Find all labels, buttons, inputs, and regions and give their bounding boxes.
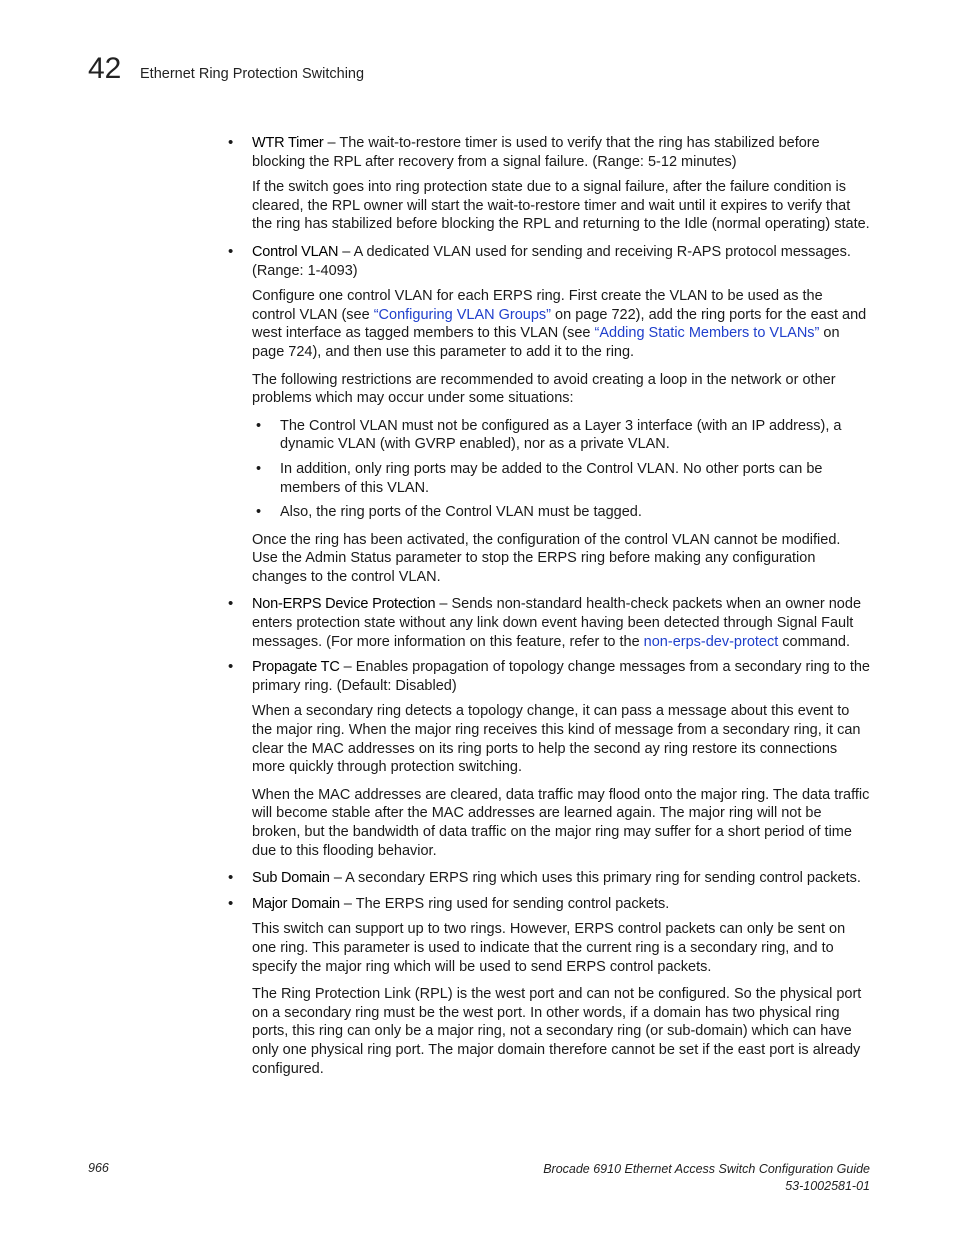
list-item-control-vlan bbox=[228, 243, 870, 280]
link-non-erps-dev-protect[interactable]: non-erps-dev-protect bbox=[643, 633, 779, 650]
description: – The wait-to-restore timer is used to verify that the ring has stabilized before blocking the RPL after recovery from a signal failure. (Range: 5-12 minutes) bbox=[252, 135, 820, 170]
paragraph: This switch can support up to two rings. However, ERPS control packets can only be sent on one ring. This parameter is used to indicate that the current ring is a secondary ring, and to specify the major ring which will be used to send ERPS control packets. bbox=[252, 921, 846, 975]
bullet-icon: • bbox=[256, 460, 262, 477]
description: – Sends non-standard health-check packets when an owner node enters protection state without any link down event having been detected through Signal Fault messages. (For more information on this feature, refer to the bbox=[252, 596, 862, 650]
bullet-icon: • bbox=[256, 504, 262, 521]
term-propagate-tc: Propagate TC bbox=[252, 659, 340, 676]
list-item-sub-domain bbox=[228, 869, 870, 888]
chapter-number: 42 bbox=[88, 52, 122, 85]
sub-list-item bbox=[228, 460, 870, 497]
bullet-icon: • bbox=[228, 894, 234, 912]
paragraph: When a secondary ring detects a topology change, it can pass a message about this event to the major ring. When the major ring receives this kind of message from a secondary ring, it can clear the MAC addresses on its ring ports to help the second ay ring restore its connections more quickly through protection switching. bbox=[252, 703, 861, 776]
bullet-icon: • bbox=[228, 242, 234, 260]
term-non-erps: Non-ERPS Device Protection bbox=[252, 596, 436, 613]
page-content bbox=[228, 134, 870, 1087]
sub-item-text: The Control VLAN must not be configured as a Layer 3 interface (with an IP address), a dynamic VLAN (with GVRP enabled), nor as a private VLAN. bbox=[280, 417, 842, 453]
bullet-icon: • bbox=[228, 134, 234, 151]
page-number: 966 bbox=[88, 1161, 109, 1175]
term-sub-domain: Sub Domain bbox=[252, 870, 330, 887]
description: command. bbox=[778, 633, 850, 650]
sub-list-item bbox=[228, 503, 870, 522]
bullet-icon: • bbox=[256, 417, 262, 434]
doc-number: 53-1002581-01 bbox=[785, 1179, 870, 1193]
text: on page 724), and then use this parameter to add it to the ring. bbox=[252, 325, 840, 360]
paragraph: The following restrictions are recommended to avoid creating a loop in the network or other problems which may occur under some situations: bbox=[252, 371, 836, 407]
list-item-propagate-tc bbox=[228, 658, 870, 695]
text: on page 722), add the ring ports for the east and west interface as tagged members to this VLAN (see bbox=[252, 306, 867, 342]
guide-title: Brocade 6910 Ethernet Access Switch Configuration Guide bbox=[543, 1162, 870, 1176]
paragraph: The Ring Protection Link (RPL) is the west port and can not be configured. So the physical port on a secondary ring must be the west port. In other words, if a domain has two physical ring ports, this ring can only be a major ring, not a secondary ring (or sub-domain) which can have only one physical ring port. The major domain therefore cannot be set if the east port is already configured. bbox=[252, 986, 862, 1077]
link-adding-static-members[interactable]: “Adding Static Members to VLANs” bbox=[594, 325, 820, 342]
paragraph: When the MAC addresses are cleared, data traffic may flood onto the major ring. The data traffic will become stable after the MAC addresses are learned again. The major ring will not be broken, but the bandwidth of data traffic on the major ring may suffer for a short period of time due to this flooding behavior. bbox=[252, 786, 870, 859]
term-major-domain: Major Domain bbox=[252, 895, 340, 912]
term-wtr-timer: WTR Timer bbox=[252, 135, 324, 151]
list-item-non-erps bbox=[228, 595, 870, 651]
bullet-icon: • bbox=[228, 869, 234, 887]
term-control-vlan: Control VLAN bbox=[252, 243, 339, 260]
description: – Enables propagation of topology change messages from a secondary ring to the primary ring. (Default: Disabled) bbox=[252, 659, 870, 694]
sub-item-text: Also, the ring ports of the Control VLAN must be tagged. bbox=[280, 504, 642, 521]
footer-info bbox=[543, 1161, 870, 1195]
paragraph: If the switch goes into ring protection state due to a signal failure, after the failure condition is cleared, the RPL owner will start the wait-to-restore timer and wait until it expires to verify that the ring has stabilized before blocking the RPL and returning to the Idle (normal operating) state. bbox=[252, 179, 870, 233]
chapter-title: Ethernet Ring Protection Switching bbox=[140, 66, 365, 82]
paragraph bbox=[252, 287, 870, 361]
description: – A dedicated VLAN used for sending and receiving R-APS protocol messages. (Range: 1-4093) bbox=[252, 243, 851, 279]
bullet-icon: • bbox=[228, 658, 234, 676]
bullet-icon: • bbox=[228, 595, 234, 613]
sub-list-item bbox=[228, 417, 870, 454]
list-item-wtr-timer bbox=[228, 134, 870, 171]
sub-item-text: In addition, only ring ports may be added to the Control VLAN. No other ports can be members of this VLAN. bbox=[280, 460, 823, 496]
text: Configure one control VLAN for each ERPS ring. First create the VLAN to be used as the control VLAN (see bbox=[252, 288, 823, 323]
description: – The ERPS ring used for sending control packets. bbox=[339, 895, 670, 912]
description: – A secondary ERPS ring which uses this primary ring for sending control packets. bbox=[329, 870, 861, 887]
paragraph: Once the ring has been activated, the configuration of the control VLAN cannot be modified. Use the Admin Status parameter to stop the ERPS ring before making any configuration changes to the control VLAN. bbox=[252, 531, 841, 585]
link-configuring-vlan-groups[interactable]: “Configuring VLAN Groups” bbox=[373, 306, 552, 323]
list-item-major-domain bbox=[228, 895, 870, 914]
